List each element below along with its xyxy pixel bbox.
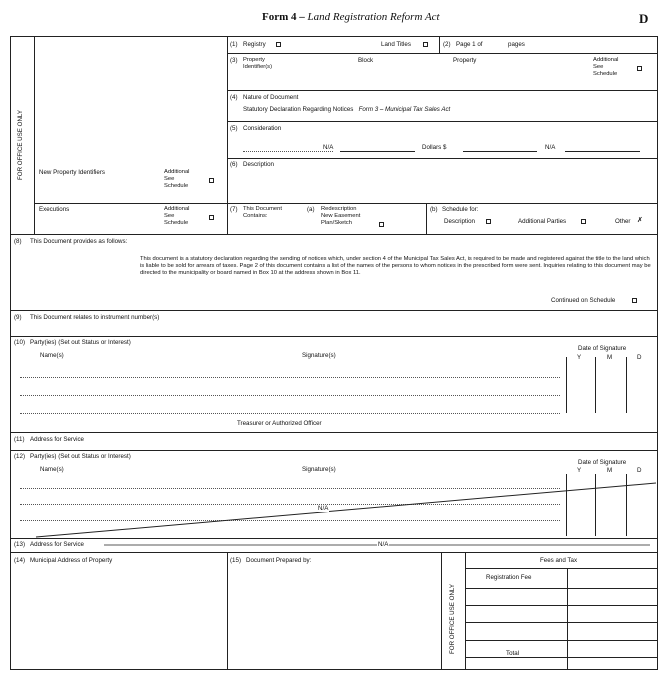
box4-label: (4)	[230, 94, 238, 101]
box6-label: (6)	[230, 161, 238, 168]
box12-label: (12)	[14, 453, 26, 460]
box3-label: (3)	[230, 57, 238, 64]
box12-d: D	[637, 467, 642, 474]
schedule-for-label: Schedule for:	[442, 206, 479, 213]
provides-body-text: This document is a statutory declaration regarding the sending of notices which, under section 4 of the Municipal Tax Sales Act, is required to be made and registered against the title to the land which is liable to be sold for arrears of taxes. Page 2 of this document contains a list of the names of the persons to whom notices in the prescribed form were sent. Inquiries relating to this document may be directed to the municipality or board named in Box 10 at the address shown in Box 11.	[140, 256, 651, 276]
dollars-label: Dollars $	[422, 144, 447, 151]
box3-additional-label: Additional See Schedule	[593, 57, 619, 77]
form-letter: D	[639, 11, 649, 26]
document-prepared-by-label: Document Prepared by:	[246, 557, 312, 564]
description-label: Description	[243, 161, 274, 168]
land-titles-label: Land Titles	[381, 41, 411, 48]
box2-label: (2)	[443, 41, 451, 48]
box10-label: (10)	[14, 339, 26, 346]
box11-label: (11)	[14, 436, 25, 443]
box13-address-label: Address for Service	[30, 541, 84, 548]
fees-and-tax-label: Fees and Tax	[540, 557, 578, 564]
box9-label: (9)	[14, 314, 22, 321]
box10-names-label: Name(s)	[40, 352, 64, 359]
box12-date-of-signature: Date of Signature	[578, 459, 627, 466]
box11-address-label: Address for Service	[30, 436, 84, 443]
box12-party-label: Party(ies) (Set out Status or Interest)	[30, 453, 131, 460]
municipal-address-label: Municipal Address of Property	[30, 557, 113, 564]
new-property-identifiers-label: New Property Identifiers	[39, 169, 106, 176]
registration-fee-label: Registration Fee	[486, 574, 532, 581]
office-use-vertical-label: FOR OFFICE USE ONLY	[17, 109, 24, 180]
box1-label: (1)	[230, 41, 238, 48]
box12-m: M	[607, 467, 613, 474]
box12-na: N/A	[318, 505, 329, 512]
continued-on-schedule-label: Continued on Schedule	[551, 297, 616, 304]
box10-m: M	[607, 354, 613, 361]
treasurer-label: Treasurer or Authorized Officer	[237, 420, 322, 427]
schedule-description-label: Description	[444, 218, 475, 225]
fees-office-use-vertical-label: FOR OFFICE USE ONLY	[449, 583, 456, 654]
box12-y: Y	[577, 467, 582, 474]
total-label: Total	[506, 650, 520, 657]
redescription-label: Redescription New Easement Plan/Sketch	[321, 206, 361, 226]
exec-additional-label: Additional See Schedule	[164, 206, 190, 226]
box10-signatures-label: Signature(s)	[302, 352, 336, 359]
box7-label: (7)	[230, 206, 238, 213]
npi-additional-label: Additional See Schedule	[164, 169, 190, 189]
schedule-other-label: Other	[615, 218, 631, 225]
box12-names-label: Name(s)	[40, 466, 64, 473]
box10-party-label: Party(ies) (Set out Status or Interest)	[30, 339, 131, 346]
box15-label: (15)	[230, 557, 242, 564]
box12-signatures-label: Signature(s)	[302, 466, 336, 473]
executions-label: Executions	[39, 206, 70, 213]
relates-to-instrument-label: This Document relates to instrument number(s)	[30, 314, 160, 321]
consideration-na-2: N/A	[545, 144, 556, 151]
box13-na: N/A	[378, 541, 389, 548]
provides-as-follows-label: This Document provides as follows:	[30, 238, 128, 245]
registry-label: Registry	[243, 41, 266, 48]
box10-d: D	[637, 354, 642, 361]
nature-of-document-value: Statutory Declaration Regarding Notices Form 3 – Municipal Tax Sales Act	[243, 106, 451, 113]
box13-label: (13)	[14, 541, 26, 548]
nature-of-document-label: Nature of Document	[243, 94, 299, 101]
pages-label: pages	[508, 41, 525, 48]
box5-label: (5)	[230, 125, 238, 132]
form-number: Form 4 –	[262, 11, 305, 23]
schedule-other-mark: ✗	[637, 217, 643, 224]
box10-date-of-signature: Date of Signature	[578, 345, 627, 352]
box10-y: Y	[577, 354, 582, 361]
form-name: Land Registration Reform Act	[307, 11, 440, 23]
property-col-label: Property	[453, 57, 477, 64]
property-identifiers-label: Property Identifier(s)	[243, 57, 272, 70]
page-of-label: Page 1 of	[456, 41, 483, 48]
consideration-na-1: N/A	[323, 144, 334, 151]
box14-label: (14)	[14, 557, 26, 564]
block-label: Block	[358, 57, 374, 64]
this-document-contains-label: This Document Contains:	[243, 206, 282, 219]
box8-label: (8)	[14, 238, 22, 245]
consideration-label: Consideration	[243, 125, 282, 132]
schedule-additional-parties-label: Additional Parties	[518, 218, 567, 225]
box7a-label: (a)	[307, 206, 315, 213]
box7b-label: (b)	[430, 206, 438, 213]
